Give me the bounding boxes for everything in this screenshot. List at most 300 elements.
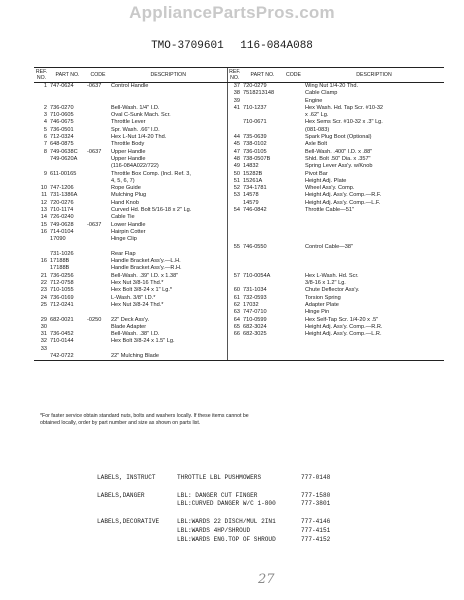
- left-part-cell: 731-1026: [50, 250, 74, 257]
- left-code-cell: [86, 273, 110, 280]
- left-ref-cell: 6: [43, 134, 47, 141]
- left-part-cell: 736-0452: [50, 331, 74, 338]
- right-ref-cell: [227, 222, 242, 229]
- left-description-cell: Handle Bracket Ass'y.—R.H.: [111, 265, 182, 272]
- left-ref-cell: 29: [40, 316, 47, 323]
- left-part-cell: 682-0021: [50, 316, 74, 323]
- table-row: [34, 98, 444, 105]
- left-ref-cell: 31: [40, 331, 47, 338]
- right-ref-cell: 54: [227, 207, 242, 214]
- left-description-cell: Throttle Box Comp. (Incl. Ref. 3,: [111, 170, 191, 177]
- handwritten-signature: 27: [258, 572, 275, 587]
- right-description-cell: Height Adj. Ass'y. Comp.—R.F.: [305, 192, 382, 199]
- label-row: [97, 474, 437, 483]
- label-category: LABELS,DANGER: [97, 491, 145, 499]
- right-description-cell: Axle Bolt: [305, 141, 328, 148]
- right-part-cell: [242, 258, 283, 265]
- table-row: [34, 171, 444, 178]
- left-ref-cell: 9: [43, 170, 47, 177]
- left-code-cell: [86, 185, 110, 192]
- left-part-cell: [49, 309, 86, 316]
- left-part-cell: [49, 244, 86, 251]
- table-row: [34, 251, 444, 258]
- left-description-cell: L-Wash. 3/8" I.D.*: [111, 294, 156, 301]
- left-description-cell: Hex Nut 3/8-24 Thd.*: [111, 301, 164, 308]
- left-description-cell: Lower Handle: [111, 221, 146, 228]
- right-ref-cell: 52: [227, 185, 242, 192]
- right-description-cell: Pivot Bar: [305, 170, 328, 177]
- right-ref-cell: 60: [227, 287, 242, 294]
- table-row: [34, 149, 444, 156]
- left-ref-cell: 12: [40, 199, 47, 206]
- right-code-cell: [283, 280, 304, 287]
- table-row: [34, 317, 444, 324]
- left-code-cell: [86, 119, 110, 126]
- table-row: [34, 90, 444, 97]
- table-row: [34, 207, 444, 214]
- right-description-cell: [304, 338, 444, 345]
- parts-list-table: [34, 67, 444, 361]
- right-description-cell: Control Cable—38": [305, 243, 354, 250]
- right-code-cell: [283, 353, 304, 361]
- left-ref-cell: [34, 265, 49, 272]
- left-description-cell: [110, 309, 227, 316]
- left-code-cell: [86, 251, 110, 258]
- col-header-description: DESCRIPTION: [304, 68, 444, 83]
- label-part-number: 777-0148: [301, 474, 331, 481]
- table-row: [34, 229, 444, 236]
- right-description-cell: Hex Wash. Hd. Tap Scr. #10-32: [305, 104, 384, 111]
- left-ref-cell: 10: [40, 185, 47, 192]
- left-code-cell: [86, 141, 110, 148]
- left-part-cell: 726-0240: [50, 214, 74, 221]
- right-code-cell: [283, 200, 304, 207]
- label-description: THROTTLE LBL PUSHMOWERS: [177, 474, 262, 481]
- right-description-cell: Bell-Wash. .400" I.D. x .88": [305, 148, 373, 155]
- parts-table-body: [34, 83, 444, 361]
- right-ref-cell: [227, 127, 242, 134]
- right-ref-cell: 63: [227, 309, 242, 316]
- right-part-cell: 735-0639: [243, 134, 267, 141]
- right-description-cell: Adapter Plate: [305, 301, 339, 308]
- left-part-cell: 742-0722: [49, 353, 86, 361]
- table-header-row: [34, 68, 444, 83]
- left-description-cell: Handle Bracket Ass'y.—L.H.: [111, 258, 181, 265]
- label-row: [97, 518, 437, 527]
- right-description-cell: [304, 236, 444, 243]
- right-code-cell: [283, 127, 304, 134]
- table-row: [34, 83, 444, 91]
- col-header-part: PART NO.: [242, 68, 283, 83]
- right-description-cell: Height Adj. Ass'y. Comp.—R.R.: [305, 323, 383, 330]
- right-part-cell: 14578: [243, 192, 259, 199]
- right-part-cell: 747-0710: [243, 309, 267, 316]
- left-code-cell: [86, 156, 110, 163]
- col-header-ref: REF. NO.: [227, 68, 242, 83]
- label-description: LBL: DANGER CUT FINGER: [177, 491, 258, 499]
- right-part-cell: 732-0593: [243, 294, 267, 301]
- left-code-cell: [86, 353, 110, 361]
- right-part-cell: 746-0842: [243, 207, 267, 214]
- right-description-cell: Hex Self-Tap Scr. 1/4-20 x .5": [305, 316, 379, 323]
- right-description-cell: Spring Lever Ass'y. w/Knob: [305, 163, 373, 170]
- left-description-cell: 22" Mulching Blade: [110, 353, 227, 361]
- right-part-cell: 15261A: [243, 177, 263, 184]
- left-ref-cell: 7: [43, 141, 47, 148]
- right-code-cell: [283, 222, 304, 229]
- left-ref-cell: 33: [40, 345, 47, 352]
- left-code-cell: [86, 302, 110, 309]
- left-description-cell: Mulching Plug: [111, 192, 147, 199]
- right-part-cell: 738-0102: [243, 141, 267, 148]
- right-code-cell: [283, 287, 304, 294]
- right-ref-cell: 51: [227, 178, 242, 185]
- left-description-cell: Hand Knob: [111, 199, 139, 206]
- document-header: [0, 40, 464, 52]
- left-part-cell: 749-0638C: [50, 148, 78, 155]
- right-ref-cell: [227, 236, 242, 243]
- left-part-cell: 746-0675: [50, 119, 74, 126]
- left-part-cell: 710-1055: [50, 287, 74, 294]
- left-code-cell: [86, 171, 110, 178]
- table-row: [34, 280, 444, 287]
- table-row: [34, 236, 444, 243]
- right-code-cell: [283, 324, 304, 331]
- right-code-cell: [283, 98, 304, 105]
- tmo-number: TMO-3709601: [151, 40, 224, 52]
- left-code-cell: [86, 112, 110, 119]
- left-ref-cell: 14: [40, 214, 47, 221]
- left-part-cell: 611-00165: [50, 170, 77, 177]
- left-description-cell: Hex Bolt 3/8-24 x 1.5" Lg.: [111, 338, 175, 345]
- right-code-cell: [283, 192, 304, 199]
- table-row: [34, 112, 444, 119]
- left-description-cell: [110, 244, 227, 251]
- left-code-cell: [86, 200, 110, 207]
- left-part-cell: 749-0620A: [50, 155, 78, 162]
- left-description-cell: Upper Handle: [111, 155, 146, 162]
- right-part-cell: [242, 214, 283, 221]
- table-row: [34, 127, 444, 134]
- footnote: *For faster service obtain standard nuts, bolts and washers locally. If these items cannot be obtained locally, order by part number and size as shown on parts list.: [40, 413, 249, 426]
- left-part-cell: [49, 324, 86, 331]
- right-part-cell: [242, 251, 283, 258]
- left-ref-cell: 1: [43, 83, 47, 89]
- left-part-cell: 712-0758: [50, 280, 74, 287]
- right-description-cell: Hex Sems Scr. #10-32 x .3" Lg.: [305, 119, 383, 126]
- table-row: [34, 244, 444, 251]
- left-code-cell: -0637: [87, 83, 102, 89]
- left-description-cell: Rope Guide: [111, 185, 141, 192]
- left-ref-cell: 11: [41, 192, 47, 199]
- label-category: LABELS,DECORATIVE: [97, 517, 160, 525]
- right-code-cell: [283, 346, 304, 353]
- right-description-cell: [304, 214, 444, 221]
- right-description-cell: Height Adj. Plate: [305, 177, 347, 184]
- left-description-cell: Throttle Body: [111, 141, 145, 148]
- left-part-cell: 747-0624: [50, 83, 74, 89]
- col-header-code: CODE: [86, 68, 110, 83]
- right-ref-cell: 37: [227, 83, 242, 91]
- left-description-cell: Control Handle: [111, 83, 149, 89]
- right-description-cell: Height Adj. Ass'y. Comp.—L.R.: [305, 331, 382, 338]
- right-code-cell: [283, 236, 304, 243]
- right-part-cell: 710-0671: [243, 119, 267, 126]
- label-part-number: 777-4151: [301, 526, 331, 534]
- left-code-cell: [86, 134, 110, 141]
- left-code-cell: [86, 338, 110, 345]
- left-code-cell: [86, 324, 110, 331]
- left-code-cell: [86, 265, 110, 272]
- right-code-cell: [283, 163, 304, 170]
- left-description-cell: [110, 98, 227, 105]
- label-row: [97, 492, 437, 501]
- left-ref-cell: 30: [40, 323, 47, 330]
- right-code-cell: [283, 331, 304, 338]
- left-ref-cell: 5: [43, 126, 47, 133]
- right-ref-cell: [227, 251, 242, 258]
- table-row: [34, 192, 444, 199]
- table-row: [34, 141, 444, 148]
- right-description-cell: [304, 258, 444, 265]
- table-row: [34, 302, 444, 309]
- table-row: [34, 273, 444, 280]
- right-ref-cell: 48: [227, 156, 242, 163]
- right-ref-cell: [227, 119, 242, 126]
- right-description-cell: Height Adj. Ass'y. Comp.—L.F.: [305, 199, 381, 206]
- table-row: [34, 178, 444, 185]
- left-ref-cell: [34, 353, 49, 361]
- right-code-cell: [283, 317, 304, 324]
- left-code-cell: [86, 105, 110, 112]
- table-row: [34, 258, 444, 265]
- table-row: [34, 309, 444, 316]
- table-row: [34, 134, 444, 141]
- left-ref-cell: [34, 163, 49, 170]
- label-row: [97, 509, 437, 518]
- left-ref-cell: 23: [40, 287, 47, 294]
- right-code-cell: [283, 258, 304, 265]
- left-description-cell: Throttle Lever: [111, 119, 146, 126]
- table-row: [34, 105, 444, 112]
- right-code-cell: [283, 309, 304, 316]
- left-description-cell: Bell-Wash. 1/4" I.D.: [111, 104, 160, 111]
- right-ref-cell: 57: [227, 273, 242, 280]
- right-code-cell: [283, 83, 304, 91]
- right-description-cell: 3/8-16 x 1.2" Lg.: [305, 280, 346, 287]
- left-ref-cell: [34, 244, 49, 251]
- left-part-cell: [49, 346, 86, 353]
- right-code-cell: [283, 265, 304, 272]
- right-code-cell: [283, 295, 304, 302]
- left-description-cell: 22" Deck Ass'y.: [111, 316, 150, 323]
- left-description-cell: Bell-Wash. .39" I.D. x 1.38": [111, 272, 179, 279]
- label-row: [97, 500, 437, 509]
- right-ref-cell: 41: [227, 105, 242, 112]
- left-part-cell: 712-0241: [50, 301, 74, 308]
- table-row: [34, 163, 444, 170]
- table-row: [34, 324, 444, 331]
- left-code-cell: -0637: [87, 148, 102, 155]
- left-code-cell: [86, 127, 110, 134]
- right-ref-cell: [227, 229, 242, 236]
- col-header-description: DESCRIPTION: [110, 68, 227, 83]
- label-row: [97, 536, 437, 545]
- right-part-cell: 710-0054A: [243, 272, 271, 279]
- left-code-cell: [86, 229, 110, 236]
- right-ref-cell: [227, 346, 242, 353]
- table-row: [34, 214, 444, 221]
- left-ref-cell: [34, 156, 49, 163]
- left-ref-cell: [34, 309, 49, 316]
- right-code-cell: [283, 149, 304, 156]
- right-part-cell: 738-0507B: [243, 155, 271, 162]
- left-ref-cell: 16: [40, 258, 47, 265]
- left-part-cell: 714-0104: [50, 228, 74, 235]
- left-description-cell: [110, 90, 227, 97]
- left-ref-cell: [34, 251, 49, 258]
- left-part-cell: 736-0169: [50, 294, 74, 301]
- left-ref-cell: 13: [40, 207, 47, 214]
- right-part-cell: [242, 98, 283, 105]
- left-part-cell: 720-0276: [50, 199, 74, 206]
- site-watermark: AppliancePartsPros.com: [129, 3, 335, 22]
- table-row: [34, 265, 444, 272]
- label-row: [97, 527, 437, 536]
- left-description-cell: (116-084A022/722): [111, 163, 159, 170]
- left-description-cell: Hinge Clip: [111, 236, 137, 243]
- left-ref-cell: 24: [40, 294, 47, 301]
- label-description: LBL:WARDS 22 DISCH/MUL 2IN1: [177, 517, 276, 525]
- left-ref-cell: [34, 236, 49, 243]
- right-ref-cell: 61: [227, 295, 242, 302]
- right-code-cell: [283, 178, 304, 185]
- left-description-cell: [110, 346, 227, 353]
- left-part-cell: 648-0875: [50, 141, 74, 148]
- label-part-number: 777-1580: [301, 491, 331, 499]
- right-ref-cell: [227, 338, 242, 345]
- table-row: [34, 338, 444, 345]
- table-row: [34, 185, 444, 192]
- left-code-cell: [86, 346, 110, 353]
- left-code-cell: [86, 280, 110, 287]
- left-ref-cell: 2: [43, 104, 47, 111]
- left-part-cell: 17188B: [50, 258, 70, 265]
- right-ref-cell: [227, 258, 242, 265]
- right-description-cell: Hex L-Wash. Hd. Scr.: [305, 272, 359, 279]
- right-part-cell: 710-1237: [243, 104, 267, 111]
- right-part-cell: 7518213148: [243, 90, 275, 97]
- right-part-cell: 682-3025: [243, 331, 267, 338]
- col-header-code: CODE: [283, 68, 304, 83]
- table-row: [34, 346, 444, 353]
- left-code-cell: [86, 236, 110, 243]
- left-ref-cell: [34, 178, 49, 185]
- right-ref-cell: 53: [227, 192, 242, 199]
- left-code-cell: [86, 331, 110, 338]
- right-ref-cell: 47: [227, 149, 242, 156]
- right-description-cell: [304, 229, 444, 236]
- right-ref-cell: 66: [227, 331, 242, 338]
- right-description-cell: Hinge Pin: [305, 309, 330, 316]
- right-description-cell: Throttle Cable—51": [305, 207, 354, 214]
- label-part-number: 777-4152: [301, 535, 331, 543]
- right-ref-cell: [227, 280, 242, 287]
- right-ref-cell: 44: [227, 134, 242, 141]
- left-ref-cell: 21: [40, 272, 47, 279]
- left-code-cell: -0250: [87, 316, 102, 323]
- left-ref-cell: 25: [40, 301, 47, 308]
- left-code-cell: [86, 295, 110, 302]
- table-row: [34, 222, 444, 229]
- left-description-cell: Spr. Wash. .66" I.D.: [111, 126, 160, 133]
- label-part-number: 777-4146: [301, 517, 331, 525]
- right-ref-cell: 45: [227, 141, 242, 148]
- right-part-cell: 17032: [243, 301, 259, 308]
- right-code-cell: [283, 302, 304, 309]
- left-part-cell: 710-0605: [50, 112, 74, 119]
- right-part-cell: [242, 346, 283, 353]
- col-header-ref: REF. NO.: [35, 69, 48, 81]
- right-ref-cell: [227, 214, 242, 221]
- right-code-cell: [283, 273, 304, 280]
- right-part-cell: 15282B: [243, 170, 263, 177]
- right-part-cell: [242, 229, 283, 236]
- left-part-cell: [49, 98, 86, 105]
- labels-section: [97, 474, 437, 544]
- left-code-cell: [86, 98, 110, 105]
- table-row: [34, 295, 444, 302]
- right-description-cell: [304, 353, 444, 361]
- left-description-cell: Bell-Wash. .38" I.D.: [111, 331, 160, 338]
- right-ref-cell: 39: [227, 98, 242, 105]
- left-part-cell: [49, 178, 86, 185]
- right-ref-cell: 49: [227, 163, 242, 170]
- left-code-cell: [86, 214, 110, 221]
- right-code-cell: [283, 214, 304, 221]
- left-code-cell: [86, 192, 110, 199]
- right-part-cell: [242, 112, 283, 119]
- right-code-cell: [283, 171, 304, 178]
- left-code-cell: [86, 258, 110, 265]
- left-ref-cell: 22: [40, 280, 47, 287]
- left-ref-cell: 15: [40, 221, 47, 228]
- right-part-cell: 746-0550: [243, 243, 267, 250]
- right-code-cell: [283, 105, 304, 112]
- right-description-cell: Engine: [305, 97, 323, 104]
- left-part-cell: 736-0501: [50, 126, 74, 133]
- left-description-cell: Hairpin Cotter: [111, 228, 146, 235]
- left-part-cell: 17090: [50, 236, 66, 243]
- left-ref-cell: 32: [40, 338, 47, 345]
- left-ref-cell: 8: [43, 148, 47, 155]
- label-description: LBL:WARDS ENG.TOP OF SHROUD: [177, 535, 276, 543]
- right-ref-cell: 38: [227, 90, 242, 97]
- left-code-cell: [86, 163, 110, 170]
- right-part-cell: 14832: [243, 163, 259, 170]
- right-ref-cell: 50: [227, 171, 242, 178]
- right-ref-cell: [227, 112, 242, 119]
- right-ref-cell: [227, 265, 242, 272]
- right-description-cell: [304, 222, 444, 229]
- left-description-cell: Curved Hd. Bolt 5/16-18 x 2" Lg.: [111, 207, 192, 214]
- right-part-cell: [242, 338, 283, 345]
- left-description-cell: Cable Tie: [111, 214, 135, 221]
- right-part-cell: 14579: [243, 199, 259, 206]
- table-row: [34, 353, 444, 361]
- left-part-cell: [49, 163, 86, 170]
- right-ref-cell: 64: [227, 317, 242, 324]
